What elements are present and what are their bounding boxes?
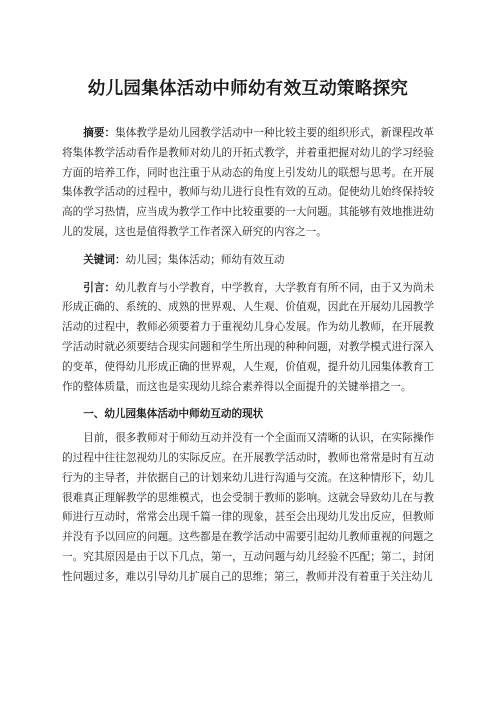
keywords-paragraph	[62, 251, 434, 271]
section-body-paragraph: 目前，很多教师对于师幼互动并没有一个全面而又清晰的认识，在实际操作的过程中往往忽视幼儿的实际反应。在开展教学活动时，教师也常常是时有互动行为的主导者，并依据自己的计划来幼儿进行沟通与交流。在这种情形下，幼儿很难真正理解教学的思维模式，也会受制于教师的影响。这就会导致幼儿在与教师进行互动时，常常会出现千篇一律的现象，甚至会出现幼儿发出反应，但教师并没有予以回应的问题。这些都是在教学活动中需要引起幼儿教师重视的问题之一。究其原因是由于以下几点，第一，互动问题与幼儿经验不匹配；第二，封闭性问题过多，难以引导幼儿扩展自己的思维；第三，教师并没有着重于关注幼儿	[62, 432, 434, 583]
keywords-label: 关键词：	[83, 253, 126, 266]
intro-label: 引言：	[83, 281, 116, 294]
section-heading: 一、幼儿园集体活动中师幼互动的现状	[83, 408, 264, 421]
document-title: 幼儿园集体活动中师幼有效互动策略探究	[87, 79, 409, 99]
intro-paragraph	[62, 279, 434, 398]
keywords-text: 幼儿园；集体活动；师幼有效互动	[125, 253, 285, 266]
abstract-text: 集体教学是幼儿园教学活动中一种比较主要的组织形式，新课程改革将集体教学活动看作是教师对幼儿的开拓式教学，并着重把握对幼儿的学习经验方面的培养工作，同时也注重于从动态的角度上引发幼儿的联想与思考。在开展集体教学活动的过程中，教师与幼儿进行良性有效的互动。促使幼儿始终保持较高的学习热情，应当成为教学工作中比较重要的一大问题。其能够有效地推进幼儿的发展，这也是值得教学工作者深入研究的内容之一。	[62, 127, 435, 238]
abstract-paragraph	[62, 124, 434, 243]
intro-text: 幼儿教育与小学教育，中学教育，大学教育有所不同，由于又为尚未形成正确的、系统的、成熟的世界观、人生观、价值观，因此在开展幼儿园教学活动的过程中，教师必须要着力于重视幼儿身心发展。作为幼儿教师，在开展教学活动时就必须要结合现实问题和学生所出现的种种问题，对教学模式进行深入的变革，使得幼儿形成正确的世界观，人生观，价值观，提升幼儿园集体教育工作的整体质量，而这也是实现幼儿综合素养得以全面提升的关键举措之一。	[62, 281, 435, 393]
abstract-label: 摘要：	[83, 127, 116, 139]
